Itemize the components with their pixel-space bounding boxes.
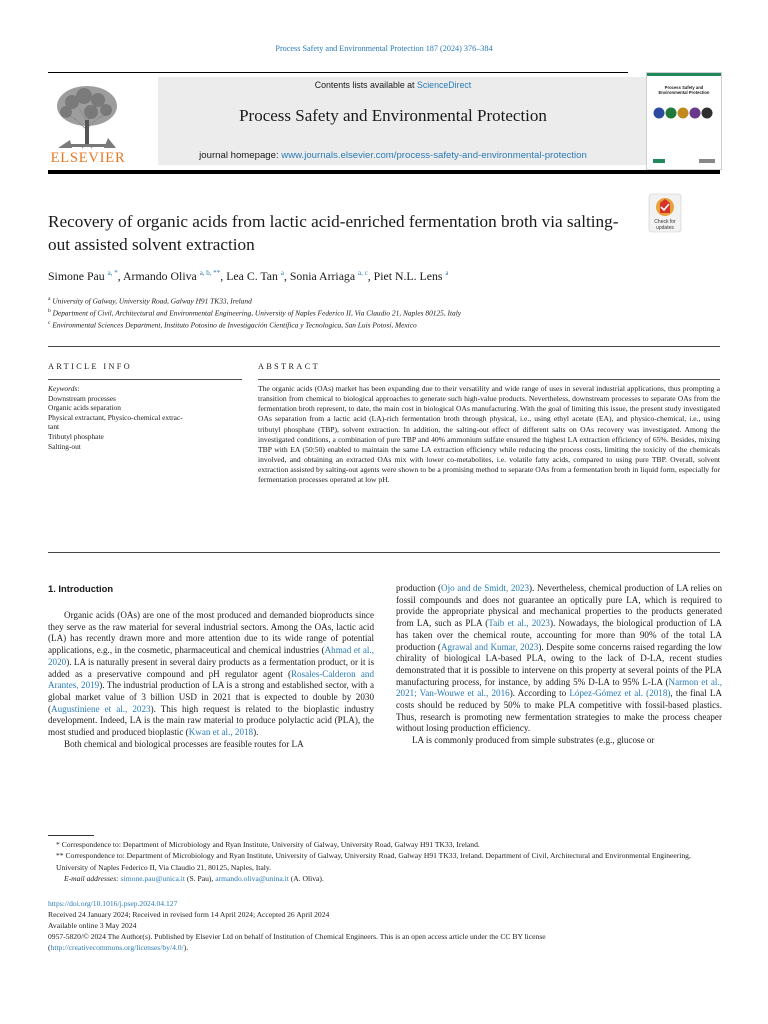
cover-title-line-1: Process Safety and	[664, 85, 704, 90]
abstract-rule	[258, 379, 720, 380]
author-affiliation-marks[interactable]: a, b, **	[199, 269, 221, 278]
author-affiliation-marks[interactable]: a	[445, 269, 449, 278]
doi-link[interactable]: https://doi.org/10.1016/j.psep.2024.04.127	[48, 899, 178, 908]
contents-available-line	[158, 80, 628, 90]
abstract-bottom-rule	[48, 552, 720, 553]
footnote-rule	[48, 835, 94, 836]
email-owner: (A. Oliva).	[288, 874, 324, 884]
available-online-date: Available online 3 May 2024	[48, 921, 137, 930]
journal-homepage-link[interactable]: www.journals.elsevier.com/process-safety-and-environmental-protection	[281, 150, 587, 161]
affiliation-a	[48, 296, 728, 305]
citation-link[interactable]: Augustiniene et al., 2023	[51, 703, 151, 714]
author-name[interactable]: Lea C. Tan	[226, 269, 278, 283]
article-title: Recovery of organic acids from lactic acid-enriched fermentation broth via salting-out assisted solvent extraction	[48, 212, 619, 254]
author-name[interactable]: Armando Oliva	[123, 269, 197, 283]
keywords-block	[48, 384, 242, 451]
license-link[interactable]: http://creativecommons.org/licenses/by/4.0/	[50, 943, 184, 952]
affiliation-text: Department of Civil, Architectural and Environmental Engineering, University of Naples Federico II, Via Claudio 21, Naples 80125, Italy	[52, 308, 462, 318]
journal-homepage-line	[158, 150, 628, 161]
keyword-item: Physical extractant, Physico-chemical extrac-	[48, 412, 183, 422]
keywords-label: Keywords:	[48, 384, 80, 393]
paren-close: ).	[183, 943, 189, 952]
sciencedirect-link[interactable]: ScienceDirect	[416, 80, 472, 90]
citation-link[interactable]: Ojo and de Smidt, 2023	[441, 583, 530, 593]
affiliation-mark: b	[48, 308, 51, 314]
body-text: ).	[253, 727, 259, 738]
contents-prefix: Contents lists available at	[314, 80, 417, 90]
article-info-rule	[48, 379, 242, 380]
citation-link[interactable]: Taib et al., 2023	[488, 618, 550, 629]
elsevier-wordmark: ELSEVIER	[50, 150, 126, 166]
badge-line-1: Check for	[654, 219, 676, 225]
license-url-line	[48, 942, 720, 953]
header-divider	[48, 170, 720, 174]
badge-line-2: updates	[656, 225, 674, 231]
correspondence-footnote-2: ** Correspondence to: Department of Microbiology and Ryan Institute, University of Galway, University Road, Galway H91 TK33, Ireland. Department of Civil, Architectural and Environmental Engineering, University of Naples Federico II, Via Claudio 21, 80125, Naples, Italy.	[56, 851, 691, 872]
keyword-item: Downstream processes	[48, 393, 116, 403]
journal-citation[interactable]: Process Safety and Environmental Protection 187 (2024) 376–384	[275, 44, 493, 53]
section-heading-introduction: 1. Introduction	[48, 583, 114, 594]
author-affiliation-marks[interactable]: a, *	[107, 269, 118, 278]
email-link[interactable]: simone.pau@unica.it	[120, 874, 186, 884]
body-text: ). This high request is related to the bioplastic industry development. Indeed, LA is the main raw material to produce polylactic acid (PLA), the most studied and produced bioplastic (	[48, 703, 374, 738]
email-label: E-mail addresses:	[64, 874, 119, 884]
abstract-body: The organic acids (OAs) market has been expanding due to their versatility and wide range of uses in several industrial applications, thus prompting a transition from chemical to biological approaches to generate such high-value products. Nevertheless, downstream processes to separate OAs from the fermentation broth represent, to date, the main cost in biological OAs manufacturing. With the goal of limiting this issue, the present study investigated OAs separation from a lactic acid (LA)-rich fermentation broth through physical, i.e., using ethyl acetate (EA), and physico-chemical, i.e., using tributyl phosphate (TBP), solvent extraction. In addition, the salting-out effect of different salts on OAs recovery was investigated. Among the investigated conditions, a combination of pure TBP and 40% ammonium sulfate ensured the highest LA extraction efficiency of 65%. Besides, mixing TBP with EA (50:50) enabled to maintain the same LA extraction efficiency while reducing the process costs, limiting the toxicity of the chemicals involved, and obtaining an extracted OAs mix with lower co-metabolites, i.e. volatile fatty acids, compared to using pure TBP. Overall, solvent extraction assisted by salting-out agents were shown to be a promising method to separate OAs from a fermentation broth in liquid form, especially for fermentation processes operated at low pH.	[258, 384, 720, 485]
keyword-item: tant	[48, 422, 60, 432]
author-name[interactable]: Piet N.L. Lens	[373, 269, 443, 283]
journal-cover-thumbnail[interactable]	[646, 72, 722, 170]
citation-link[interactable]: Narmon et al., 2021; Van-Wouwe et al., 2016	[396, 676, 722, 699]
author-name[interactable]: Simone Pau	[48, 269, 105, 283]
body-text: ). Despite some concerns raised regarding the low chirality of biological LA-based PLA, owing to the lack of D-LA, recent studies demonstrated that it is possible to intervene on this property at several points of the PLA manufacturing process, for instance, by adding 5% D-LA to 95% L-LA (	[396, 641, 722, 687]
homepage-prefix: journal homepage:	[199, 150, 282, 161]
author-list: Simone Pau $^{a, *}$, Armando Oliva $^{a, b, **}$, Lea C. Tan $^a$, Sonia Arriaga $^{a, c}$, Piet N.L. Lens $^a$	[48, 269, 449, 283]
affiliation-text: Environmental Sciences Department, Instituto Potosino de Investigación Científica y Tecnologica, San Luis Potosí, Mexico	[52, 320, 417, 330]
article-front-matter	[48, 898, 720, 953]
body-text: Organic acids (OAs) are one of the most produced and demanded bioproducts since they serve as the raw material for several industrial sectors. Among the OAs, lactic acid (LA) has recently drawn more and more attention due to its wide range of potential applications, e.g., in the cosmetic, pharmaceutical and chemical industries (	[48, 610, 374, 656]
affiliation-text: University of Galway, University Road, Galway H91 TK33, Ireland	[52, 296, 252, 306]
citation-link[interactable]: Agrawal and Kumar, 2023	[440, 641, 539, 652]
body-text: ). The industrial production of LA is a strong and established sector, with a global market value of 3 billion USD in 2021 that is expected to double by 2030 (	[48, 680, 374, 714]
license-statement: 0957-5820/© 2024 The Author(s). Published by Elsevier Ltd on behalf of Institution of Chemical Engineers. This is an open access article under the CC BY license	[48, 932, 546, 941]
body-text: , the final LA costs should be reduced by 50% to make PLA competitive with fossil-based plastics. Thus, research is promoting new fermentation strategies to make the process cheaper without losing production efficiency.	[396, 688, 722, 734]
affiliation-b	[48, 308, 728, 317]
abstract-heading: ABSTRACT	[258, 362, 320, 371]
paren-open: (	[48, 943, 51, 952]
author-affiliation-marks[interactable]: a	[280, 269, 284, 278]
intro-paragraph-3: LA is commonly produced from simple substrates (e.g., glucose or	[412, 735, 655, 746]
keyword-item: Organic acids separation	[48, 403, 121, 413]
body-column-right	[396, 583, 722, 747]
journal-title: Process Safety and Environmental Protection	[239, 106, 547, 125]
body-text: production (	[396, 583, 442, 593]
body-text: ). Nowadays, the biological production of LA has taken over the chemical route, accounting for more than 90% of the total LA production (	[396, 618, 722, 652]
correspondence-footnote-1: * Correspondence to: Department of Microbiology and Ryan Institute, University of Galway, University Road, Galway H91 TK33, Ireland.	[56, 840, 480, 849]
footnotes	[48, 839, 720, 885]
body-column-left	[48, 610, 374, 750]
body-text: ). According to	[509, 688, 570, 699]
citation-link[interactable]: Ahmad et al., 2020	[48, 645, 374, 667]
citation-link[interactable]: López-Gómez et al. (2018)	[569, 688, 671, 699]
received-dates: Received 24 January 2024; Received in revised form 14 April 2024; Accepted 26 April 2024	[48, 910, 330, 919]
check-for-updates-badge[interactable]	[648, 193, 682, 233]
check-for-updates-icon	[648, 193, 682, 233]
intro-paragraph-1	[48, 610, 374, 739]
email-owner: (S. Pau),	[185, 874, 216, 884]
article-info-top-rule	[48, 346, 720, 347]
intro-paragraph-2: Both chemical and biological processes are feasible routes for LA	[64, 738, 304, 749]
email-addresses-line	[48, 873, 720, 884]
citation-link[interactable]: Rosales-Calderon and Arantes, 2019	[48, 668, 374, 691]
email-link[interactable]: armando.oliva@unina.it	[215, 874, 289, 884]
journal-cover-image	[647, 73, 721, 169]
author-name[interactable]: Sonia Arriaga	[289, 269, 356, 283]
affiliation-c	[48, 320, 728, 329]
intro-paragraph-continued	[396, 583, 722, 735]
keyword-item: Tributyl phosphate	[48, 431, 104, 441]
citation-link[interactable]: Kwan et al., 2018	[188, 727, 254, 738]
author-affiliation-marks[interactable]: a, c	[358, 269, 368, 278]
article-info-heading: ARTICLE INFO	[48, 362, 133, 371]
cover-title-line-2: Environmental Protection	[658, 90, 710, 95]
keyword-item: Salting-out	[48, 441, 81, 451]
body-text: ). Nevertheless, chemical production of LA relies on fossil compounds and does not guarantee an optically pure LA, which is required to provide the appropriate physical and mechanical properties to the products generated from LA, such as PLA (	[396, 583, 723, 629]
affiliation-mark: a	[48, 296, 51, 302]
body-text: ). LA is naturally present in several dairy products as a fermentation product, or it is added as a preservative compound and pH regulator agent (	[48, 656, 374, 679]
affiliation-mark: c	[48, 320, 51, 326]
